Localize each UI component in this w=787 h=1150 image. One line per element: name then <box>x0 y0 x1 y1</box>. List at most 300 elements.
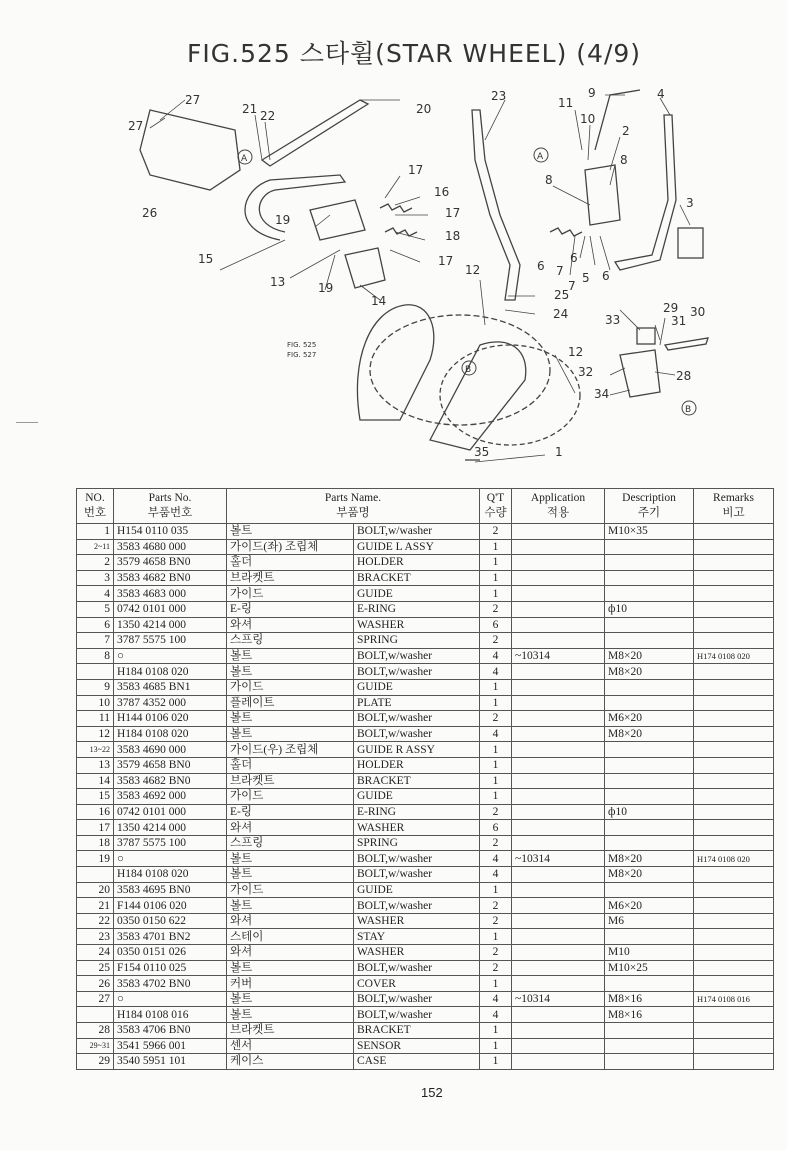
remarks <box>694 929 774 945</box>
spring-left-2 <box>385 228 417 236</box>
row-number <box>77 867 114 883</box>
quantity: 4 <box>480 726 512 742</box>
table-row <box>77 898 774 914</box>
header-name: Parts Name. 부품명 <box>227 489 480 524</box>
callout-19b: 19 <box>318 281 334 295</box>
part-number: 0742 0101 000 <box>114 601 227 617</box>
description <box>605 976 694 992</box>
application <box>512 835 605 851</box>
row-number: 24 <box>77 945 114 961</box>
row-number: 11 <box>77 711 114 727</box>
quantity: 2 <box>480 524 512 540</box>
callout-27a: 27 <box>185 93 201 107</box>
part-number: ○ <box>114 991 227 1007</box>
quantity: 2 <box>480 804 512 820</box>
part-name-korean: 센서 <box>227 1038 354 1054</box>
remarks <box>694 804 774 820</box>
callout-8a: 8 <box>620 153 628 167</box>
marker-a-label: A <box>241 154 248 164</box>
application <box>512 867 605 883</box>
table-row <box>77 1054 774 1070</box>
callout-24: 24 <box>553 307 569 321</box>
application <box>512 539 605 555</box>
quantity: 1 <box>480 570 512 586</box>
remarks <box>694 835 774 851</box>
description: M8×20 <box>605 867 694 883</box>
part-name-english: BRACKET <box>354 1023 480 1039</box>
part-number: 3541 5966 001 <box>114 1038 227 1054</box>
table-row <box>77 586 774 602</box>
part-name-korean: 가이드(우) 조립체 <box>227 742 354 758</box>
part-name-korean: 홀더 <box>227 757 354 773</box>
quantity: 2 <box>480 711 512 727</box>
callout-6b: 6 <box>570 251 578 265</box>
quantity: 4 <box>480 851 512 867</box>
description: M10 <box>605 945 694 961</box>
table-row <box>77 851 774 867</box>
part-number: 3583 4692 000 <box>114 789 227 805</box>
part-number: F154 0110 025 <box>114 960 227 976</box>
marker-b-label-2: B <box>685 405 692 415</box>
application <box>512 570 605 586</box>
part-name-korean: 가이드(좌) 조립체 <box>227 539 354 555</box>
part-name-korean: 볼트 <box>227 1007 354 1023</box>
part-name-korean: 커버 <box>227 976 354 992</box>
header-qty: Q'T 수량 <box>480 489 512 524</box>
remarks <box>694 773 774 789</box>
quantity: 1 <box>480 757 512 773</box>
application <box>512 1054 605 1070</box>
callout-12a: 12 <box>465 263 481 277</box>
description: M8×20 <box>605 648 694 664</box>
row-number: 27 <box>77 991 114 1007</box>
part-number: 3583 4706 BN0 <box>114 1023 227 1039</box>
fig-ref-527: FIG. 527 <box>287 351 317 359</box>
row-number: 10 <box>77 695 114 711</box>
star-wheel-right <box>440 345 580 445</box>
row-number: 16 <box>77 804 114 820</box>
remarks <box>694 867 774 883</box>
part-number: 3583 4701 BN2 <box>114 929 227 945</box>
description: M6 <box>605 913 694 929</box>
remarks <box>694 757 774 773</box>
callout-29: 29 <box>663 301 679 315</box>
description <box>605 586 694 602</box>
quantity: 1 <box>480 555 512 571</box>
application <box>512 820 605 836</box>
application: ~10314 <box>512 851 605 867</box>
table-row <box>77 726 774 742</box>
description: M8×20 <box>605 664 694 680</box>
row-number: 22 <box>77 913 114 929</box>
description: M10×25 <box>605 960 694 976</box>
description <box>605 633 694 649</box>
remarks <box>694 742 774 758</box>
quantity: 2 <box>480 835 512 851</box>
callout-5: 5 <box>582 271 590 285</box>
part-name-english: BOLT,w/washer <box>354 960 480 976</box>
part-number: 1350 4214 000 <box>114 820 227 836</box>
part-name-english: BOLT,w/washer <box>354 851 480 867</box>
row-number: 17 <box>77 820 114 836</box>
description <box>605 1054 694 1070</box>
part-name-korean: 볼트 <box>227 991 354 1007</box>
part-name-english: PLATE <box>354 695 480 711</box>
row-number: 13~22 <box>77 742 114 758</box>
table-row <box>77 1007 774 1023</box>
row-number: 3 <box>77 570 114 586</box>
row-number: 20 <box>77 882 114 898</box>
application <box>512 742 605 758</box>
part-name-english: BRACKET <box>354 570 480 586</box>
part-name-english: BOLT,w/washer <box>354 648 480 664</box>
description: M8×16 <box>605 991 694 1007</box>
part-number: 3787 5575 100 <box>114 633 227 649</box>
page-title: FIG.525 스타휠(STAR WHEEL) (4/9) <box>187 39 642 68</box>
remarks <box>694 586 774 602</box>
callout-3: 3 <box>686 196 694 210</box>
table-row <box>77 773 774 789</box>
part-number: 1350 4214 000 <box>114 617 227 633</box>
callout-32: 32 <box>578 365 594 379</box>
remarks <box>694 976 774 992</box>
table-row <box>77 555 774 571</box>
header-no: NO. 번호 <box>77 489 114 524</box>
bracket-left <box>345 248 385 288</box>
remarks <box>694 1038 774 1054</box>
fig-ref-525: FIG. 525 <box>287 341 317 349</box>
part-number: 3787 5575 100 <box>114 835 227 851</box>
callout-17b: 17 <box>445 206 461 220</box>
remarks: H174 0108 020 <box>694 851 774 867</box>
application <box>512 601 605 617</box>
table-row <box>77 633 774 649</box>
table-row <box>77 695 774 711</box>
table-row <box>77 929 774 945</box>
application <box>512 617 605 633</box>
row-number: 1 <box>77 524 114 540</box>
quantity: 4 <box>480 1007 512 1023</box>
parts-table-body <box>77 524 774 1070</box>
part-name-english: BOLT,w/washer <box>354 867 480 883</box>
description <box>605 555 694 571</box>
part-number: 3583 4680 000 <box>114 539 227 555</box>
callout-6a: 6 <box>537 259 545 273</box>
quantity: 2 <box>480 601 512 617</box>
description <box>605 773 694 789</box>
row-number: 15 <box>77 789 114 805</box>
row-number: 23 <box>77 929 114 945</box>
description: ф10 <box>605 601 694 617</box>
part-name-english: GUIDE L ASSY <box>354 539 480 555</box>
remarks <box>694 1007 774 1023</box>
application <box>512 679 605 695</box>
callout-17a: 17 <box>408 163 424 177</box>
guide-loop <box>245 175 345 240</box>
application <box>512 789 605 805</box>
part-number: 3583 4682 BN0 <box>114 773 227 789</box>
application <box>512 711 605 727</box>
part-number: 0742 0101 000 <box>114 804 227 820</box>
part-number: H184 0108 020 <box>114 867 227 883</box>
row-number: 5 <box>77 601 114 617</box>
part-name-english: COVER <box>354 976 480 992</box>
part-name-english: WASHER <box>354 913 480 929</box>
application <box>512 960 605 976</box>
callout-11: 11 <box>558 96 574 110</box>
description: ф10 <box>605 804 694 820</box>
part-name-korean: 스프링 <box>227 835 354 851</box>
callout-12b: 12 <box>568 345 584 359</box>
quantity: 1 <box>480 882 512 898</box>
quantity: 1 <box>480 1054 512 1070</box>
description <box>605 742 694 758</box>
quantity: 1 <box>480 773 512 789</box>
part-number: H144 0106 020 <box>114 711 227 727</box>
quantity: 2 <box>480 898 512 914</box>
application <box>512 976 605 992</box>
table-row <box>77 804 774 820</box>
quantity: 1 <box>480 976 512 992</box>
part-name-korean: 스프링 <box>227 633 354 649</box>
remarks <box>694 960 774 976</box>
part-name-english: STAY <box>354 929 480 945</box>
application <box>512 695 605 711</box>
description: M6×20 <box>605 898 694 914</box>
remarks <box>694 1023 774 1039</box>
part-number: 3583 4695 BN0 <box>114 882 227 898</box>
part-number: H184 0108 020 <box>114 726 227 742</box>
part-name-korean: 브라켓트 <box>227 570 354 586</box>
application <box>512 1038 605 1054</box>
remarks <box>694 789 774 805</box>
application <box>512 929 605 945</box>
part-name-korean: 케이스 <box>227 1054 354 1070</box>
callout-2: 2 <box>622 124 630 138</box>
description <box>605 929 694 945</box>
part-name-korean: 볼트 <box>227 711 354 727</box>
table-row <box>77 1038 774 1054</box>
part-name-korean: 홀더 <box>227 555 354 571</box>
quantity: 4 <box>480 867 512 883</box>
table-row <box>77 882 774 898</box>
part-name-english: GUIDE <box>354 882 480 898</box>
table-row <box>77 757 774 773</box>
remarks <box>694 601 774 617</box>
callout-14: 14 <box>371 294 387 308</box>
remarks <box>694 679 774 695</box>
row-number: 2 <box>77 555 114 571</box>
row-number: 6 <box>77 617 114 633</box>
part-name-korean: 가이드 <box>227 679 354 695</box>
part-name-english: WASHER <box>354 820 480 836</box>
part-name-korean: 가이드 <box>227 789 354 805</box>
guide-rod <box>262 100 368 166</box>
table-row <box>77 976 774 992</box>
row-number: 2~11 <box>77 539 114 555</box>
part-name-english: WASHER <box>354 617 480 633</box>
part-name-english: BOLT,w/washer <box>354 711 480 727</box>
application <box>512 726 605 742</box>
table-row <box>77 867 774 883</box>
callout-18: 18 <box>445 229 461 243</box>
row-number: 25 <box>77 960 114 976</box>
part-name-english: BOLT,w/washer <box>354 1007 480 1023</box>
application <box>512 882 605 898</box>
callout-21: 21 <box>242 102 258 116</box>
table-row <box>77 711 774 727</box>
callout-10: 10 <box>580 112 596 126</box>
callout-22: 22 <box>260 109 276 123</box>
callout-35: 35 <box>474 445 490 459</box>
part-name-korean: 볼트 <box>227 851 354 867</box>
table-row <box>77 570 774 586</box>
callout-31: 31 <box>671 314 687 328</box>
row-number: 12 <box>77 726 114 742</box>
quantity: 2 <box>480 633 512 649</box>
part-name-korean: E-링 <box>227 804 354 820</box>
description <box>605 820 694 836</box>
guide-rod-right <box>595 90 640 150</box>
part-name-english: HOLDER <box>354 555 480 571</box>
part-number: 0350 0150 622 <box>114 913 227 929</box>
remarks <box>694 524 774 540</box>
quantity: 6 <box>480 617 512 633</box>
guide-right <box>615 115 676 270</box>
quantity: 1 <box>480 1038 512 1054</box>
remarks <box>694 726 774 742</box>
quantity: 1 <box>480 742 512 758</box>
application <box>512 524 605 540</box>
application <box>512 898 605 914</box>
sensor-lever <box>665 338 708 350</box>
table-row <box>77 601 774 617</box>
part-name-korean: 가이드 <box>227 882 354 898</box>
quantity: 1 <box>480 586 512 602</box>
part-number: 0350 0151 026 <box>114 945 227 961</box>
remarks <box>694 711 774 727</box>
part-name-english: SENSOR <box>354 1038 480 1054</box>
application <box>512 664 605 680</box>
application <box>512 1023 605 1039</box>
part-number: F144 0106 020 <box>114 898 227 914</box>
star-wheel-case-left <box>357 305 433 420</box>
header-application: Application 적용 <box>512 489 605 524</box>
part-name-english: HOLDER <box>354 757 480 773</box>
marker-a-label-2: A <box>537 152 544 162</box>
bracket-right <box>678 228 703 258</box>
page-number: 152 <box>421 1085 443 1100</box>
part-name-english: BOLT,w/washer <box>354 726 480 742</box>
parts-table <box>76 488 774 1070</box>
callout-20: 20 <box>416 102 432 116</box>
header-part-no: Parts No. 부품번호 <box>114 489 227 524</box>
remarks <box>694 539 774 555</box>
row-number: 8 <box>77 648 114 664</box>
application <box>512 555 605 571</box>
application <box>512 945 605 961</box>
holder-left <box>310 200 365 240</box>
table-row <box>77 679 774 695</box>
application <box>512 804 605 820</box>
spring-left <box>380 204 412 212</box>
remarks <box>694 945 774 961</box>
table-row <box>77 913 774 929</box>
row-number <box>77 664 114 680</box>
table-row <box>77 960 774 976</box>
header-remarks: Remarks 비고 <box>694 489 774 524</box>
application <box>512 1007 605 1023</box>
remarks <box>694 555 774 571</box>
part-name-english: BOLT,w/washer <box>354 898 480 914</box>
part-number: 3540 5951 101 <box>114 1054 227 1070</box>
remarks <box>694 898 774 914</box>
application <box>512 633 605 649</box>
part-name-korean: 와셔 <box>227 913 354 929</box>
part-name-english: WASHER <box>354 945 480 961</box>
callout-6c: 6 <box>602 269 610 283</box>
remarks <box>694 633 774 649</box>
remarks <box>694 1054 774 1070</box>
application: ~10314 <box>512 648 605 664</box>
quantity: 4 <box>480 648 512 664</box>
application <box>512 773 605 789</box>
remarks <box>694 820 774 836</box>
row-number <box>77 1007 114 1023</box>
callout-7b: 7 <box>568 279 576 293</box>
part-name-english: GUIDE <box>354 789 480 805</box>
table-row <box>77 835 774 851</box>
part-name-english: BOLT,w/washer <box>354 664 480 680</box>
part-number: H184 0108 016 <box>114 1007 227 1023</box>
part-name-english: CASE <box>354 1054 480 1070</box>
quantity: 4 <box>480 991 512 1007</box>
table-row <box>77 1023 774 1039</box>
callout-26: 26 <box>142 206 158 220</box>
part-name-korean: 볼트 <box>227 664 354 680</box>
description: M8×20 <box>605 726 694 742</box>
part-name-korean: 와셔 <box>227 820 354 836</box>
description <box>605 695 694 711</box>
part-name-korean: 스테이 <box>227 929 354 945</box>
description <box>605 570 694 586</box>
part-number: 3583 4685 BN1 <box>114 679 227 695</box>
part-name-korean: 브라켓트 <box>227 1023 354 1039</box>
callout-1: 1 <box>555 445 563 459</box>
quantity: 1 <box>480 929 512 945</box>
part-name-korean: 와셔 <box>227 617 354 633</box>
callout-33: 33 <box>605 313 621 327</box>
part-number: 3583 4683 000 <box>114 586 227 602</box>
part-name-english: SPRING <box>354 835 480 851</box>
holder-right <box>585 165 620 225</box>
part-name-english: BRACKET <box>354 773 480 789</box>
part-name-english: GUIDE R ASSY <box>354 742 480 758</box>
table-row <box>77 539 774 555</box>
application <box>512 757 605 773</box>
part-name-english: SPRING <box>354 633 480 649</box>
part-number: H184 0108 020 <box>114 664 227 680</box>
callout-28: 28 <box>676 369 692 383</box>
callout-34: 34 <box>594 387 610 401</box>
description <box>605 679 694 695</box>
part-number: ○ <box>114 851 227 867</box>
row-number: 4 <box>77 586 114 602</box>
row-number: 19 <box>77 851 114 867</box>
cover-part <box>140 110 240 190</box>
quantity: 1 <box>480 789 512 805</box>
part-name-english: GUIDE <box>354 586 480 602</box>
